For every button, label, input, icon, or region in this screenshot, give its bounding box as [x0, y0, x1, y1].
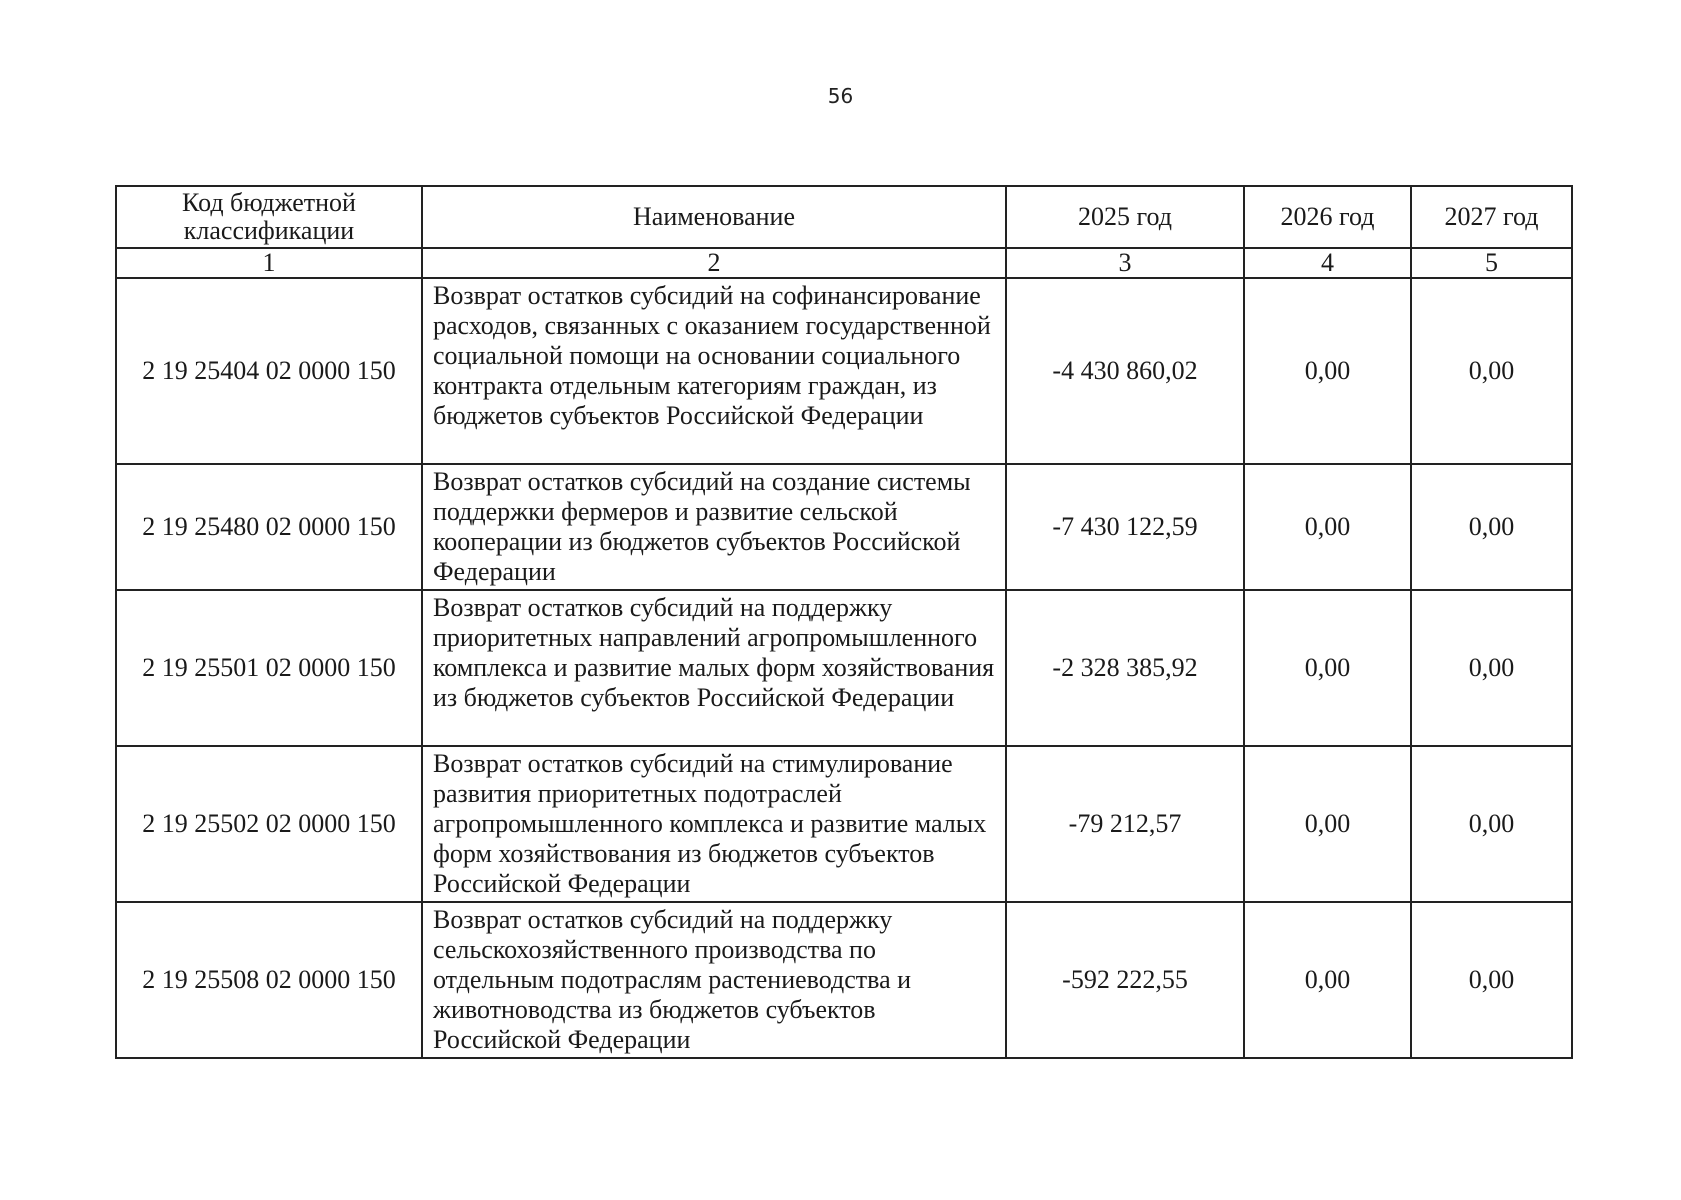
table-header-row — [116, 186, 1572, 248]
column-number: 4 — [1244, 248, 1411, 278]
value-2027: 0,00 — [1411, 278, 1572, 464]
item-name: Возврат остатков субсидий на софинансирование расходов, связанных с оказанием государственной социальной помощи на основании социального контракта отдельным категориям граждан, из бюджетов субъектов Российской Федерации — [422, 278, 1006, 464]
table-row — [116, 902, 1572, 1058]
column-number: 2 — [422, 248, 1006, 278]
value-2026: 0,00 — [1244, 278, 1411, 464]
value-2025: -2 328 385,92 — [1006, 590, 1244, 746]
budget-code: 2 19 25501 02 0000 150 — [116, 590, 422, 746]
header-2026: 2026 год — [1244, 186, 1411, 248]
budget-code: 2 19 25508 02 0000 150 — [116, 902, 422, 1058]
value-2027: 0,00 — [1411, 902, 1572, 1058]
column-number-row — [116, 248, 1572, 278]
value-2027: 0,00 — [1411, 464, 1572, 590]
table-row — [116, 590, 1572, 746]
item-name: Возврат остатков субсидий на поддержку приоритетных направлений агропромышленного комплекса и развитие малых форм хозяйствования из бюджетов субъектов Российской Федерации — [422, 590, 1006, 746]
column-number: 3 — [1006, 248, 1244, 278]
column-number: 1 — [116, 248, 422, 278]
budget-code: 2 19 25404 02 0000 150 — [116, 278, 422, 464]
header-2027: 2027 год — [1411, 186, 1572, 248]
value-2025: -592 222,55 — [1006, 902, 1244, 1058]
budget-code: 2 19 25480 02 0000 150 — [116, 464, 422, 590]
item-name: Возврат остатков субсидий на стимулирование развития приоритетных подотраслей агропромышленного комплекса и развитие малых форм хозяйствования из бюджетов субъектов Российской Федерации — [422, 746, 1006, 902]
header-code: Код бюджетной классификации — [116, 186, 422, 248]
value-2026: 0,00 — [1244, 902, 1411, 1058]
column-number: 5 — [1411, 248, 1572, 278]
value-2027: 0,00 — [1411, 590, 1572, 746]
item-name: Возврат остатков субсидий на создание системы поддержки фермеров и развитие сельской кооперации из бюджетов субъектов Российской Федерации — [422, 464, 1006, 590]
budget-table — [115, 185, 1573, 1059]
table-row — [116, 278, 1572, 464]
table-row — [116, 464, 1572, 590]
header-2025: 2025 год — [1006, 186, 1244, 248]
page-number: 56 — [827, 84, 854, 108]
value-2026: 0,00 — [1244, 464, 1411, 590]
header-name: Наименование — [422, 186, 1006, 248]
value-2026: 0,00 — [1244, 590, 1411, 746]
value-2025: -79 212,57 — [1006, 746, 1244, 902]
value-2026: 0,00 — [1244, 746, 1411, 902]
value-2025: -7 430 122,59 — [1006, 464, 1244, 590]
budget-code: 2 19 25502 02 0000 150 — [116, 746, 422, 902]
value-2025: -4 430 860,02 — [1006, 278, 1244, 464]
value-2027: 0,00 — [1411, 746, 1572, 902]
item-name: Возврат остатков субсидий на поддержку сельскохозяйственного производства по отдельным подотраслям растениеводства и животноводства из бюджетов субъектов Российской Федерации — [422, 902, 1006, 1058]
table-row — [116, 746, 1572, 902]
